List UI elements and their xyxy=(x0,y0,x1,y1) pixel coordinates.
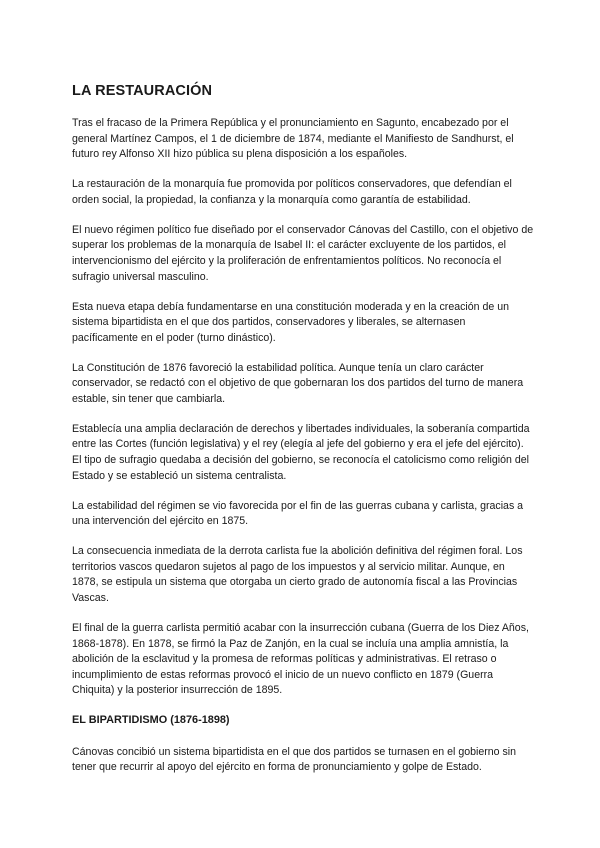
paragraph: Tras el fracaso de la Primera República y el pronunciamiento en Sagunto, encabezado por el general Martínez Campos, el 1 de diciembre de 1874, mediante el Manifiesto de Sandhurst, el futuro rey Alfonso XII hizo pública su plena disposición a los españoles. xyxy=(72,117,514,161)
document-body xyxy=(72,116,534,790)
section-heading: EL BIPARTIDISMO (1876-1898) xyxy=(72,714,230,727)
paragraph: La estabilidad del régimen se vio favorecida por el fin de las guerras cubana y carlista, gracias a una intervención del ejército en 1875. xyxy=(72,499,524,528)
paragraph: Establecía una amplia declaración de derechos y libertades individuales, la soberanía compartida entre las Cortes (función legislativa) y el rey (elegía al jefe del gobierno y era el jefe del ejército). El tipo de sufragio quedaba a decisión del gobierno, se reconocía el catolicismo como religión del Estado y se estableció un sistema centralista. xyxy=(72,422,530,482)
paragraph: Cánovas concibió un sistema bipartidista en el que dos partidos se turnasen en el gobierno sin tener que recurrir al apoyo del ejército en forma de pronunciamiento y golpe de Estado. xyxy=(72,745,517,774)
paragraph: El nuevo régimen político fue diseñado por el conservador Cánovas del Castillo, con el objetivo de superar los problemas de la monarquía de Isabel II: el carácter excluyente de los partidos, el intervencionismo del ejército y la proliferación de enfrentamientos políticos. No reconocía el sufragio universal masculino. xyxy=(72,223,534,283)
paragraph: La consecuencia inmediata de la derrota carlista fue la abolición definitiva del régimen foral. Los territorios vascos quedaron sujetos al pago de los impuestos y al servicio militar. Aunque, en 1878, se estipula un sistema que otorgaba un cierto grado de autonomía fiscal a las Provincias Vascas. xyxy=(72,545,523,604)
paragraph: La restauración de la monarquía fue promovida por políticos conservadores, que defendían el orden social, la propiedad, la confianza y la monarquía como garantía de estabilidad. xyxy=(72,178,512,206)
paragraph: El final de la guerra carlista permitió acabar con la insurrección cubana (Guerra de los Diez Años, 1868-1878). En 1878, se firmó la Paz de Zanjón, en la cual se incluía una amplia amnistía, la abolición de la esclavitud y la promesa de reformas políticas y administrativas. El retraso o incumplimiento de estas reformas provocó el inicio de un nuevo conflicto en 1879 (Guerra Chiquita) y la posterior insurrección de 1895. xyxy=(72,621,529,697)
paragraph: Esta nueva etapa debía fundamentarse en una constitución moderada y en la creación de un sistema bipartidista en el que dos partidos, conservadores y liberales, se alternasen pacíficamente en el poder (turno dinástico). xyxy=(72,300,509,344)
paragraph: La Constitución de 1876 favoreció la estabilidad política. Aunque tenía un claro carácter conservador, se redactó con el objetivo de que gobernaran los dos partidos del turno de manera estable, sin tener que cambiarla. xyxy=(72,361,524,405)
page-title: LA RESTAURACIÓN xyxy=(72,83,213,99)
